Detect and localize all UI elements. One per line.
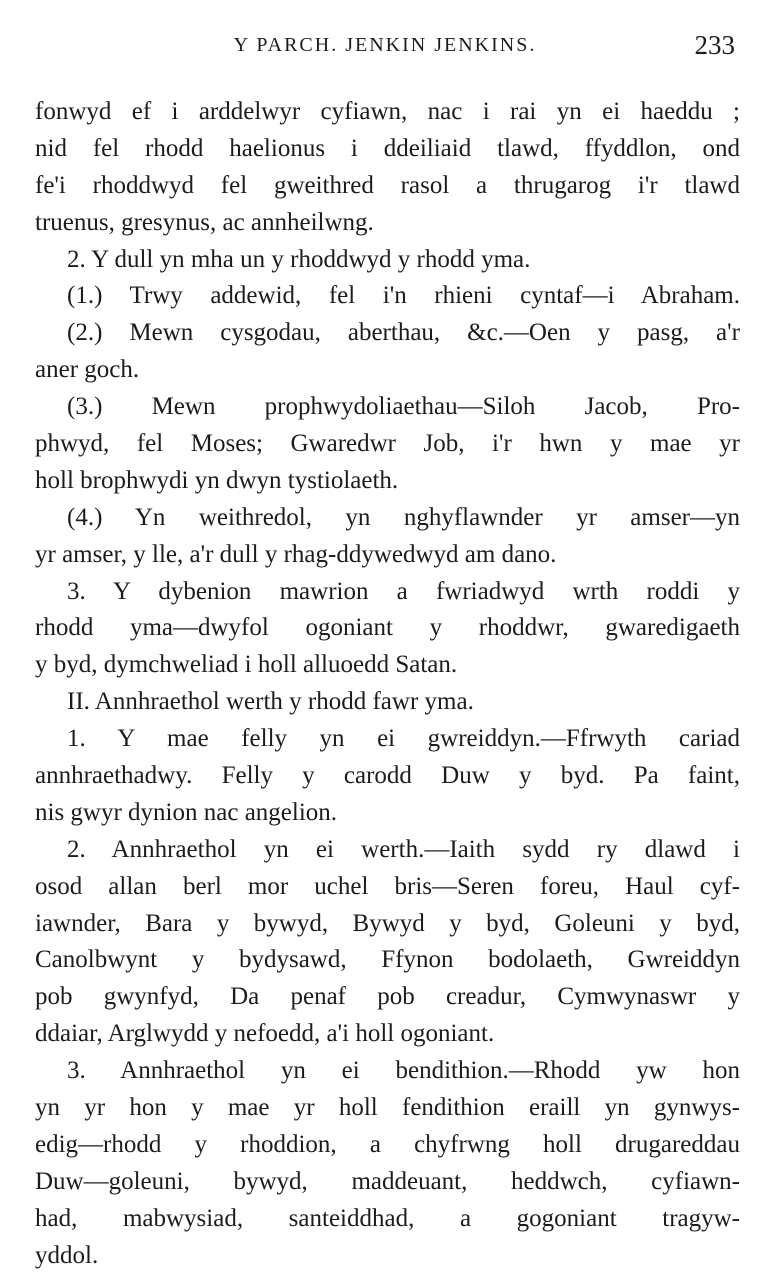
text-line: 1. Y mae felly yn ei gwreiddyn.—Ffrwyth cariad [67,725,740,753]
text-line: (2.) Mewn cysgodau, aberthau, &c.—Oen y pasg, a'r [67,319,740,347]
text-line: nid fel rhodd haelionus i ddeiliaid tlawd, ffyddlon, ond [35,134,740,162]
text-line: truenus, gresynus, ac annheilwng. [35,208,374,236]
text-line: yddol. [35,1241,99,1269]
text-line: pob gwynfyd, Da penaf pob creadur, Cymwynaswr y [35,983,740,1011]
text-line: y byd, dymchweliad i holl alluoedd Satan. [35,651,458,679]
text-line: iawnder, Bara y bywyd, Bywyd y byd, Goleuni y byd, [35,909,740,937]
text-line: 3. Annhraethol yn ei bendithion.—Rhodd yw hon [67,1057,740,1085]
text-line: nis gwyr dynion nac angelion. [35,798,338,826]
running-title: Y PARCH. JENKIN JENKINS. [233,34,537,56]
text-line: had, mabwysiad, santeiddhad, a gogoniant tragyw- [35,1204,740,1232]
body-text [35,94,740,1275]
text-line: holl brophwydi yn dwyn tystiolaeth. [35,466,399,494]
running-head [35,30,735,64]
text-line: 2. Annhraethol yn ei werth.—Iaith sydd ry dlawd i [67,835,740,863]
text-line: ddaiar, Arglwydd y nefoedd, a'i holl ogoniant. [35,1020,495,1048]
text-line: edig—rhodd y rhoddion, a chyfrwng holl drugareddau [35,1130,740,1158]
text-line: fonwyd ef i arddelwyr cyfiawn, nac i rai yn ei haeddu ; [35,98,740,125]
page-number: 233 [694,30,735,60]
text-line: annhraethadwy. Felly y carodd Duw y byd. Pa faint, [35,762,740,790]
text-line: phwyd, fel Moses; Gwaredwr Job, i'r hwn y mae yr [35,430,740,458]
text-line: Canolbwynt y bydysawd, Ffynon bodolaeth, Gwreiddyn [35,946,740,974]
text-line: 3. Y dybenion mawrion a fwriadwyd wrth roddi y [67,577,740,605]
text-line: (1.) Trwy addewid, fel i'n rhieni cyntaf—i Abraham. [67,282,740,310]
text-line: II. Annhraethol werth y rhodd fawr yma. [67,688,474,716]
text-line: fe'i rhoddwyd fel gweithred rasol a thrugarog i'r tlawd [35,171,740,199]
text-line: yn yr hon y mae yr holl fendithion eraill yn gynwys- [35,1094,740,1122]
text-line: (3.) Mewn prophwydoliaethau—Siloh Jacob, Pro- [67,393,740,421]
text-line: 2. Y dull yn mha un y rhoddwyd y rhodd yma. [67,245,531,273]
text-line: (4.) Yn weithredol, yn nghyflawnder yr amser—yn [67,503,740,531]
text-line: osod allan berl mor uchel bris—Seren foreu, Haul cyf- [35,872,740,900]
text-line: rhodd yma—dwyfol ogoniant y rhoddwr, gwaredigaeth [35,614,740,642]
text-line: yr amser, y lle, a'r dull y rhag-ddywedwyd am dano. [35,540,557,568]
text-line: Duw—goleuni, bywyd, maddeuant, heddwch, cyfiawn- [35,1167,740,1195]
text-line: aner goch. [35,356,140,384]
